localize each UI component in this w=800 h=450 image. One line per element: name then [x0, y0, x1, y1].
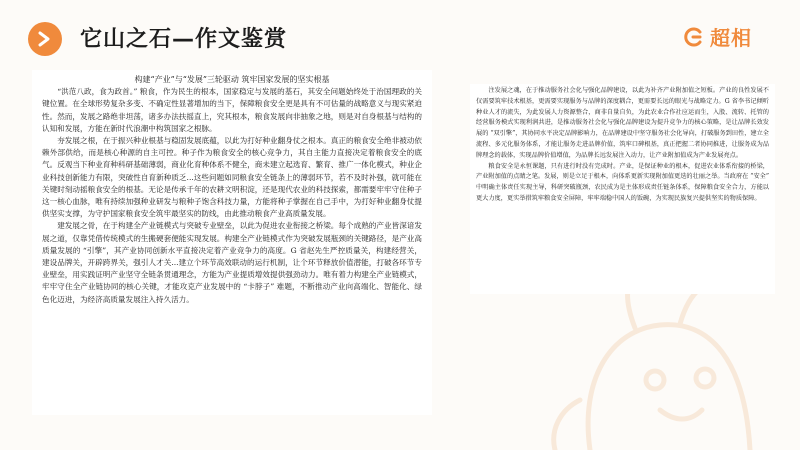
arrow-right-icon [36, 30, 54, 48]
essay-paragraph: 粮食安全是永恒课题，只有进行时没有完成时。产业，是保证种业的根本，促进农业体系衔接的桥梁，产业附加值的点睛之笔。发展，则是立足于根本，向体系更新实现附加值更迭的壮丽之举。当政府在 “安全” 中明确主体责任实现主导，科研突破瓶颈，农民成为是主体形成责任链条体系，保障粮食安全合力，方能以更大力度，更实举措筑牢粮食安全屏障，牢牢端稳中国人的饭碗，为实现民族复兴提供坚实的物质保障。 [476, 162, 769, 202]
brand-logo-icon [684, 27, 704, 47]
essay-page-left [32, 70, 432, 415]
page-title: 它山之石—作文鉴赏 [80, 27, 288, 52]
nav-arrow-button[interactable] [28, 22, 62, 56]
brand-name: 超相 [710, 26, 752, 50]
essay-paragraph: “洪范八政，食为政首。” 粮食，作为民生的根本，国家稳定与发展的基石，其安全问题始终处于治国理政的关键位置。在全球形势复杂多变、不确定性显著增加的当下，保障粮食安全更是具有不可估量的战略意义与现实紧迫性。然而，发展之路绝非坦荡，诸多办法扶摇直上，究其根本，粮食发展向非抽象之地，则是对自身根基与结构的认知和发展，方能在新时代浪潮中构筑国家之根脉。 [42, 87, 422, 133]
header-bar [0, 0, 800, 66]
essay-page-right [470, 84, 775, 294]
essay-title: 构建“产业”与“发展”三轮驱动 筑牢国家发展的坚实根基 [134, 75, 330, 84]
essay-paragraph: 夯发展之根，在于振兴种业根基与稳固发展底蕴，以此为打好种业翻身仗之根本。真正的粮食安全绝非被动依赖外部供给，而是核心种源的自主可控。种子作为粮食安全的核心竞争力，其自主能力直接决定着粮食安全的底气。反观当下种业育种科研基础薄弱，商业化育种体系不健全，商未建立起选育、繁育、推广一体化模式，种业企业科技创新能力有限，突破性自育新种质乏...这些问题如同粮食安全链条上的薄弱环节，若不及时补强，就可能在关键时刻动摇粮食安全的根基。无论是传承千年的农耕文明积淀，还是现代农业的科技探索，都需要牢牢守住种子这一核心血脉，唯有持续加强种业研发与粮种子饱含科技力量，方能将种子掌握在自己手中，为打好种业翻身仗提供坚实支撑，为守护国家粮食安全筑牢最坚实的防线，由此推动粮食产业高质量发展。 [42, 136, 422, 219]
brand-logo [684, 22, 752, 51]
essay-paragraph: 注发展之魂，在于推动服务社会化与强化品牌建设，以此为补齐产业附加值之短板。产业的良性发展不仅需要筑牢技术根基，更需要实现服务与品牌的深度耦合，更需要长远的眼光与战略定力。G 省李书记倾听种业人才的流失，为此发展人力资源整合，商非自量自负，为此农业合作社应运而生，入股、流转、托管的经营服务模式实现利润共进，是推动服务社会化与强化品牌建设为提升竞争力的核心策略，是让品牌长效发展的 “双引擎”，其协同水平决定品牌影响力，在品牌建设中坚守服务社会化导向，打破服务到田性，建立全流程、多元化服务体系，才能让服务走进品牌价值，筑牢口碑根基，真正把握二者协同推进，让服务成为品牌理念的载体，实现品牌价值增值，为品牌长远发展注入动力，让产业附加值成为产业发展亮点。 [476, 87, 769, 159]
essay-paragraph: 建发展之骨，在于构建全产业链模式与突破专业壁垒，以此为促进农业衔接之桥梁。每个成熟的产业皆深谙发展之道，仅靠凭借传统模式的生搬硬套便能实现发展。构建全产业链模式作为突破发展瓶颈的关键路径，是产业高质量发展的 “引擎”，其产业协同创新水平直接决定着产业竞争力的高度。G 省赵先生严控质量关，构建经营关，建设品牌关，开辟跨界关，强引人才关...建立个环节高效联动的运行机制，让个环节释放价值潜能，打破各环节专业壁垒，用实践证明产业坚守全链条贯通理念，方能为产业提质增效提供强劲动力。唯有着力构建全产业链模式，牢牢守住全产业链协同的核心关键，才能攻克产业发展中的 “卡脖子” 难题，不断推动产业向高端化、智能化、绿色化迈进，为经济高质量发展注入持久活力。 [42, 221, 422, 304]
